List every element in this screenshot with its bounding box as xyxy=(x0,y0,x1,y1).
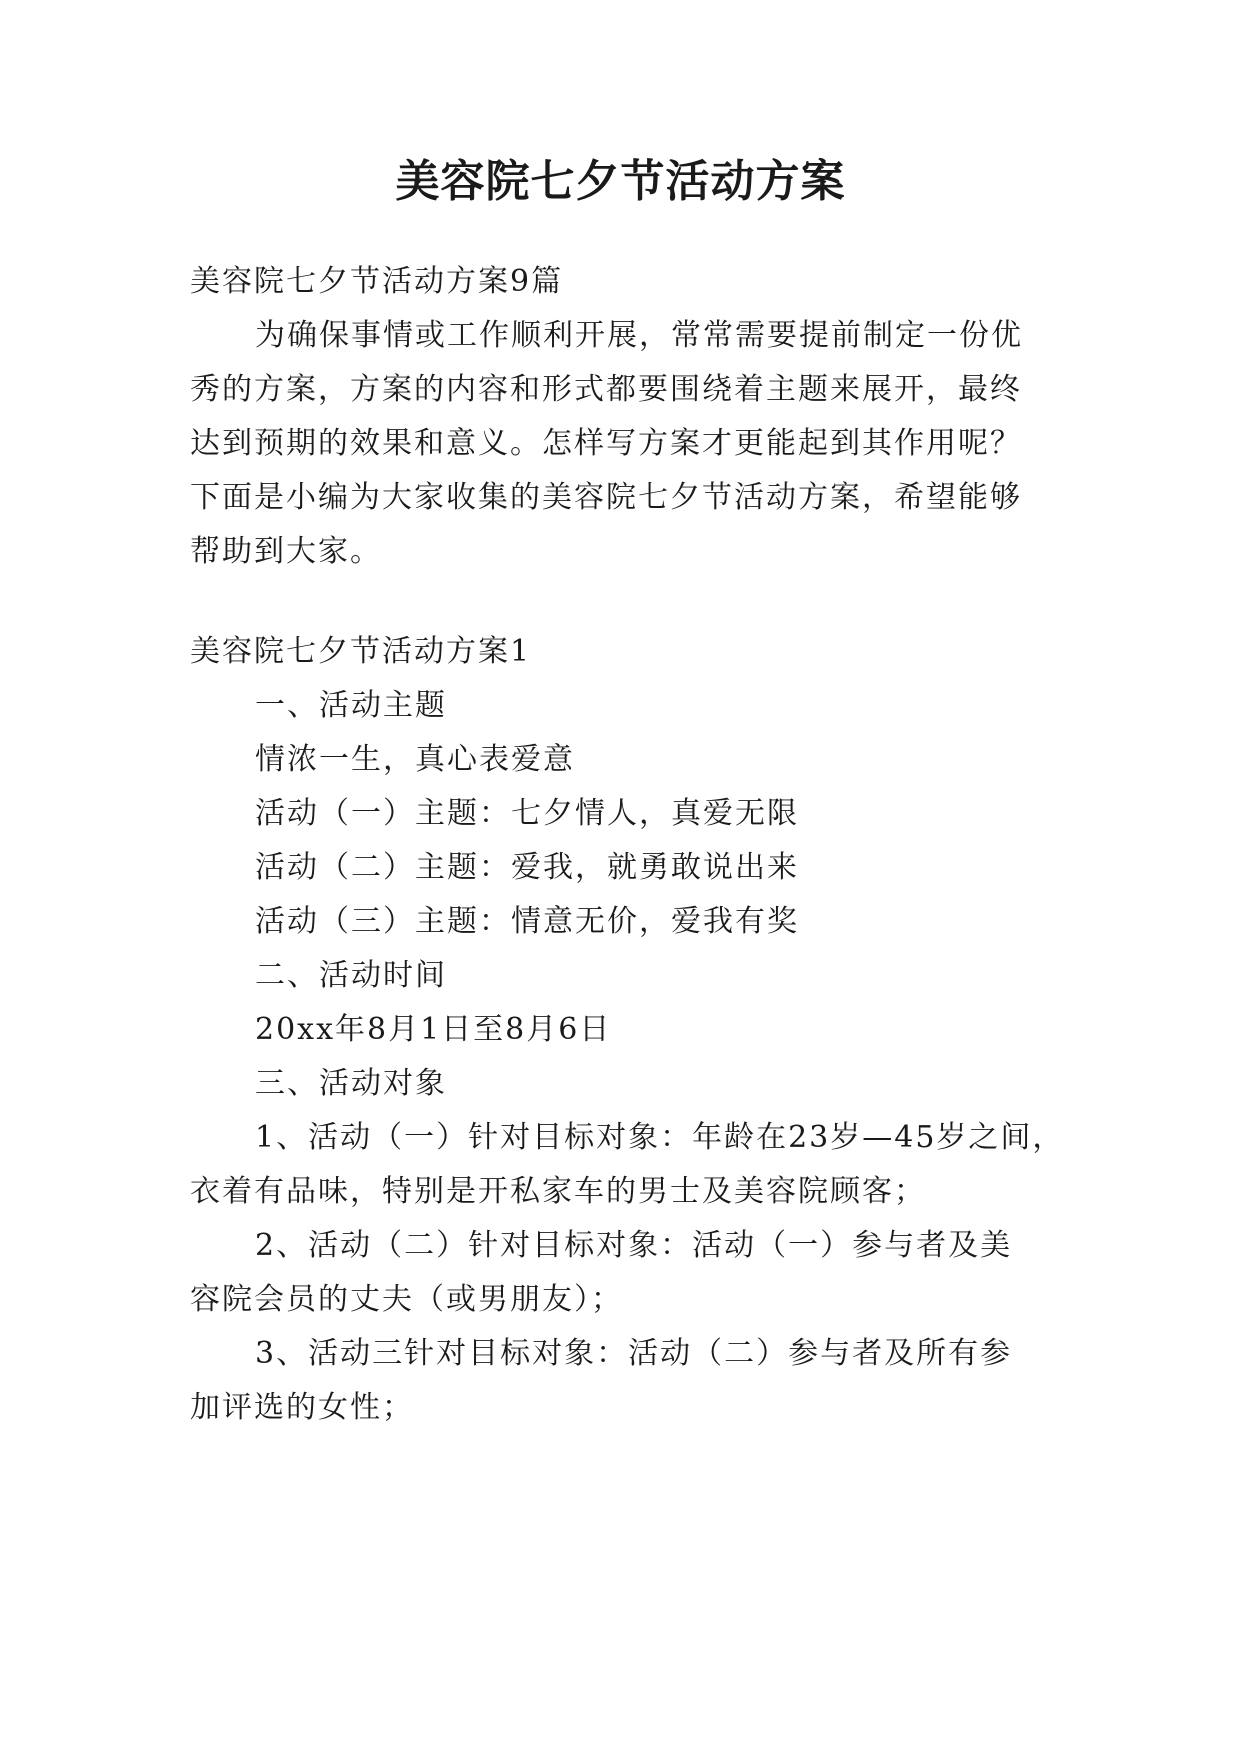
section-line: 2、活动（二）针对目标对象：活动（一）参与者及美 xyxy=(255,1228,1013,1263)
intro-line: 帮助到大家。 xyxy=(190,534,382,569)
section-line: 情浓一生，真心表爱意 xyxy=(255,742,575,777)
intro-line: 达到预期的效果和意义。怎样写方案才更能起到其作用呢？ xyxy=(190,426,1022,461)
section-line: 活动（一）主题：七夕情人，真爱无限 xyxy=(255,796,799,831)
document-title: 美容院七夕节活动方案 xyxy=(395,156,846,207)
section-line: 容院会员的丈夫（或男朋友）； xyxy=(190,1282,623,1317)
section-line: 衣着有品味，特别是开私家车的男士及美容院顾客； xyxy=(190,1174,926,1209)
section-line: 二、活动时间 xyxy=(255,958,447,993)
section-line: 活动（二）主题：爱我，就勇敢说出来 xyxy=(255,850,799,885)
intro-line: 为确保事情或工作顺利开展，常常需要提前制定一份优 xyxy=(255,318,1023,353)
section-line: 1、活动（一）针对目标对象：年龄在23岁—45岁之间， xyxy=(255,1120,1065,1155)
section-line: 3、活动三针对目标对象：活动（二）参与者及所有参 xyxy=(255,1336,1013,1371)
intro-line: 秀的方案，方案的内容和形式都要围绕着主题来展开，最终 xyxy=(190,372,1022,407)
section-line: 一、活动主题 xyxy=(255,688,447,723)
section-line: 加评选的女性； xyxy=(190,1390,414,1425)
section-line: 活动（三）主题：情意无价，爱我有奖 xyxy=(255,904,799,939)
section-heading: 美容院七夕节活动方案1 xyxy=(190,634,532,669)
section-line: 20xx年8月1日至8月6日 xyxy=(255,1012,612,1047)
document-subtitle: 美容院七夕节活动方案9篇 xyxy=(190,264,564,299)
section-line: 三、活动对象 xyxy=(255,1066,447,1101)
intro-line: 下面是小编为大家收集的美容院七夕节活动方案，希望能够 xyxy=(190,480,1022,515)
